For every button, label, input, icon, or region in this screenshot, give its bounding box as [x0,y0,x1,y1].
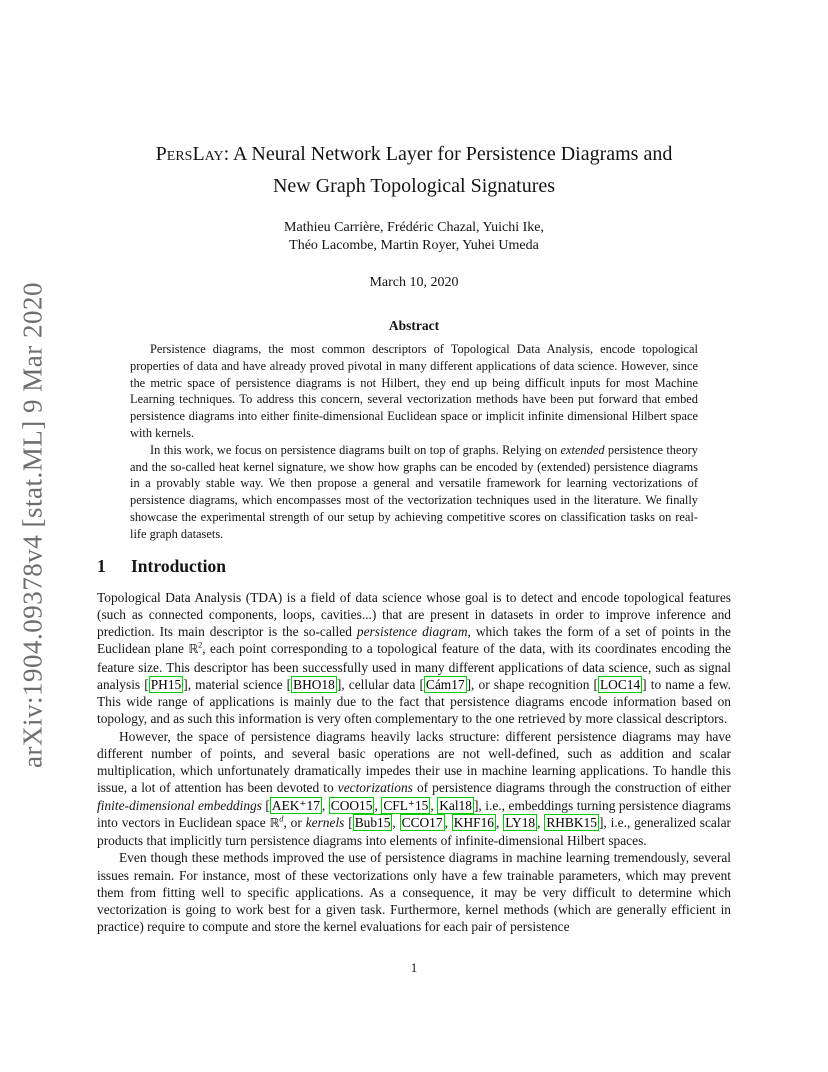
text-bb: ℝ [188,642,199,657]
text-i: extended [560,442,605,457]
introduction-body [97,589,731,936]
text-run: ], i.e., embeddings turning persistence diagrams into vectors in Euclidean space [97,797,732,830]
abstract-heading: Abstract [388,318,440,333]
citation-link[interactable]: AEK⁺17 [271,797,320,813]
text-sc: PersLay [155,143,224,165]
paragraph [97,589,731,728]
text-run: [ [344,814,353,830]
page-content [97,0,731,936]
text-run: of persistence diagrams through the construction of either [412,780,731,796]
citation-link[interactable]: CFL⁺15 [383,797,429,813]
text-supi: d [279,814,284,824]
text-run: , [392,814,400,830]
citation-link[interactable]: BHO18 [293,676,335,692]
citation-link[interactable]: Cám17 [425,676,465,692]
text-run: However, the space of persistence diagrams heavily lacks structure: different persistence diagrams may have different number of points, and several basic operations are not well-defined, such as addition and scalar multiplication, which unfortunately dramatically impedes their use in machine learning applications. To handle this issue, a lot of attention has been devoted to [97,728,731,796]
text-run: persistence theory and the so-called heat kernel signature, we show how graphs can be encoded by (extended) persistence diagrams in a provably stable way. We then propose a general and versatile framework for learning vectorizations of persistence diagrams, which encompasses most of the vectorization techniques used in the literature. We finally showcase the experimental strength of our setup by achieving competitive scores on classification tasks on real-life graph datasets. [130,442,698,541]
section-heading [97,556,731,577]
paper-title [97,0,731,202]
text-run: In this work, we focus on persistence diagrams built on top of graphs. Relying on [150,442,561,457]
citation-link[interactable]: LOC14 [599,676,641,692]
citation-link[interactable]: KHF16 [453,814,494,830]
text-run: ] to name a few. This wide range of applications is mainly due to the fact that persistence diagrams encode information based on topology, and as such this information is very often complementary to the one retrieved by more classical descriptors. [97,676,732,727]
text-i: vectorizations [337,780,413,796]
text-run: , [430,797,438,813]
citation-link[interactable]: Kal18 [439,797,472,813]
text-run: , which takes the form of a set of points in the Euclidean plane [97,624,731,657]
author-list [97,219,731,254]
arxiv-watermark: arXiv:1904.09378v4 [stat.ML] 9 Mar 2020 [17,282,48,768]
text-run: Even though these methods improved the use of persistence diagrams in machine learning tremendously, several issues remain. For instance, most of these vectorizations only have a few trainable parameters, which may prevent them from fitting well to specific applications. As a consequence, it may be very difficult to determine which vectorization is going to work best for a given task. Furthermore, kernel methods (which are generally efficient in practice) require to compute and store the kernel evaluations for each pair of persistence [97,850,731,935]
text-run: , [537,814,545,830]
text-sup: 2 [198,640,203,650]
citation-link[interactable]: Bub15 [354,814,391,830]
text-run: [ [261,797,270,813]
text-i: finite-dimensional embeddings [97,797,262,813]
text-run: Persistence diagrams, the most common descriptors of Topological Data Analysis, encode topological properties of data and have already proved pivotal in many different applications of data science. However, since the metric space of persistence diagrams is not Hilbert, they end up being difficult inputs for most Machine Learning techniques. To address this concern, several vectorization methods have been put forward that embed persistence diagrams into either finite-dimensional Euclidean space or implicit infinite dimensional Hilbert space with kernels. [130,342,698,440]
text-run: ], or shape recognition [ [466,676,598,692]
submission-date: March 10, 2020 [369,275,459,290]
citation-link[interactable]: CCO17 [401,814,443,830]
section-title: Introduction [131,555,226,576]
author-line: Théo Lacombe, Martin Royer, Yuhei Umeda [289,237,539,253]
citation-link[interactable]: RHBK15 [546,814,597,830]
citation-link[interactable]: LY18 [505,814,536,830]
text-run: , [495,814,504,830]
text-run: , or [283,814,306,830]
text-i: kernels [305,814,345,830]
paragraph [130,341,698,442]
paragraph [97,849,731,935]
page-number: 1 [410,960,418,975]
text-run: ], i.e., generalized scalar products that implicitly turn persistence diagrams into elements of infinite-dimensional Hilbert spaces. [97,814,731,849]
citation-link[interactable]: PH15 [150,676,182,692]
text-run: ], cellular data [ [336,676,424,692]
author-line: Mathieu Carrière, Frédéric Chazal, Yuichi Ike, [284,220,544,235]
text-run: New Graph Topological Signatures [272,175,556,197]
text-run: , [444,814,452,830]
citation-link[interactable]: COO15 [330,797,373,813]
text-run: Topological Data Analysis (TDA) is a field of data science whose goal is to detect and encode topological features (such as connected components, loops, cavities...) that are present in datasets in order to improve inference and prediction. Its main descriptor is the so-called [97,589,731,640]
paragraph [97,728,731,850]
text-run: , [374,797,382,813]
text-run: : A Neural Network Layer for Persistence Diagrams and [223,143,673,165]
abstract-text [130,341,698,543]
text-run: , [321,797,329,813]
text-bb: ℝ [269,815,280,830]
text-run: , each point corresponding to a topological feature of the data, with its coordinates encoding the feature size. This descriptor has been successfully used in many different applications of data science, such as signal analysis [ [97,641,731,692]
paragraph [130,442,698,543]
text-run: ], material science [ [183,676,292,692]
text-i: persistence diagram [356,624,468,640]
section-number: 1 [97,555,106,576]
